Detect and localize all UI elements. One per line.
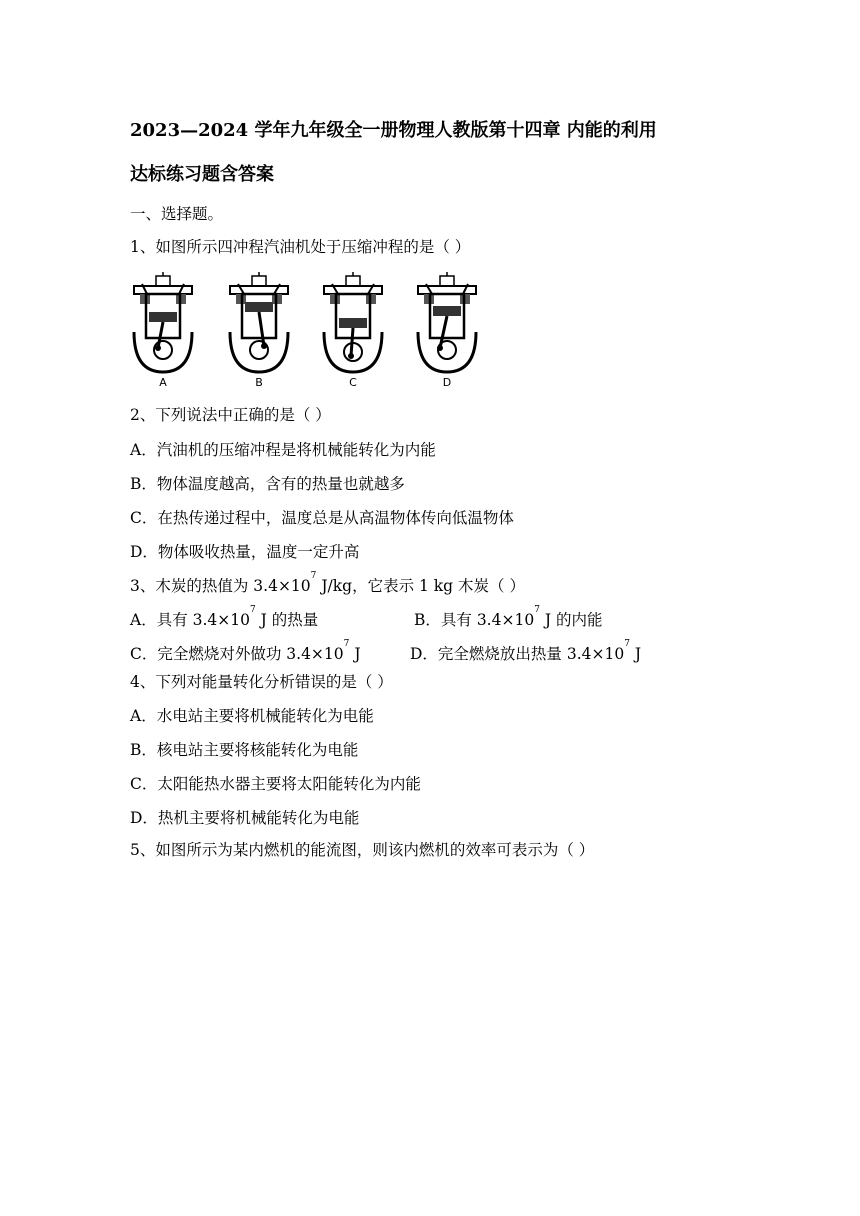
engine-label-b: B [255, 376, 263, 389]
question-1-stem: 1、如图所示四冲程汽油机处于压缩冲程的是（ ） [130, 238, 471, 256]
question-3-option-b: B．具有 $3.4\times 10^7$ J 的内能 [414, 605, 603, 629]
document-title-line2: 达标练习题含答案 [130, 164, 274, 185]
question-2-stem: 2、下列说法中正确的是（ ） [130, 406, 331, 424]
engine-diagram-a [128, 272, 198, 392]
engine-label-c: C [349, 376, 357, 389]
engine-label-d: D [442, 376, 452, 389]
question-3-option-d: D．完全燃烧放出热量 $3.4\times 10^7$ J [410, 639, 642, 663]
engine-diagram-c [318, 272, 388, 392]
question-2-option-d: D．物体吸收热量，温度一定升高 [130, 543, 360, 561]
question-3-option-c: C．完全燃烧对外做功 $3.4\times 10^7$ J [130, 639, 361, 663]
question-2-option-b: B．物体温度越高，含有的热量也就越多 [130, 475, 405, 493]
engine-label-a: A [159, 376, 167, 389]
question-3-option-a: A．具有 $3.4\times 10^7$ J 的热量 [130, 605, 319, 629]
question-4-option-d: D．热机主要将机械能转化为电能 [130, 809, 360, 827]
question-5-stem: 5、如图所示为某内燃机的能流图，则该内燃机的效率可表示为（ ） [130, 841, 595, 859]
engine-diagram-b [224, 272, 294, 392]
question-4-stem: 4、下列对能量转化分析错误的是（ ） [130, 673, 393, 691]
question-4-option-c: C．太阳能热水器主要将太阳能转化为内能 [130, 775, 421, 793]
engine-diagram-d [412, 272, 482, 392]
engine-stroke-figure [128, 272, 488, 392]
question-2-option-a: A．汽油机的压缩冲程是将机械能转化为内能 [130, 441, 436, 459]
question-3-stem: 3、木炭的热值为 $3.4\times 10^7$ J/kg，它表示 1 kg 木炭（ ） [130, 571, 525, 595]
document-title-line1: 2023—2024 学年九年级全一册物理人教版第十四章 内能的利用 [130, 120, 657, 141]
question-4-option-b: B．核电站主要将核能转化为电能 [130, 741, 359, 759]
question-4-option-a: A．水电站主要将机械能转化为电能 [130, 707, 374, 725]
section-heading: 一、选择题。 [130, 205, 224, 223]
question-2-option-c: C．在热传递过程中，温度总是从高温物体传向低温物体 [130, 509, 514, 527]
